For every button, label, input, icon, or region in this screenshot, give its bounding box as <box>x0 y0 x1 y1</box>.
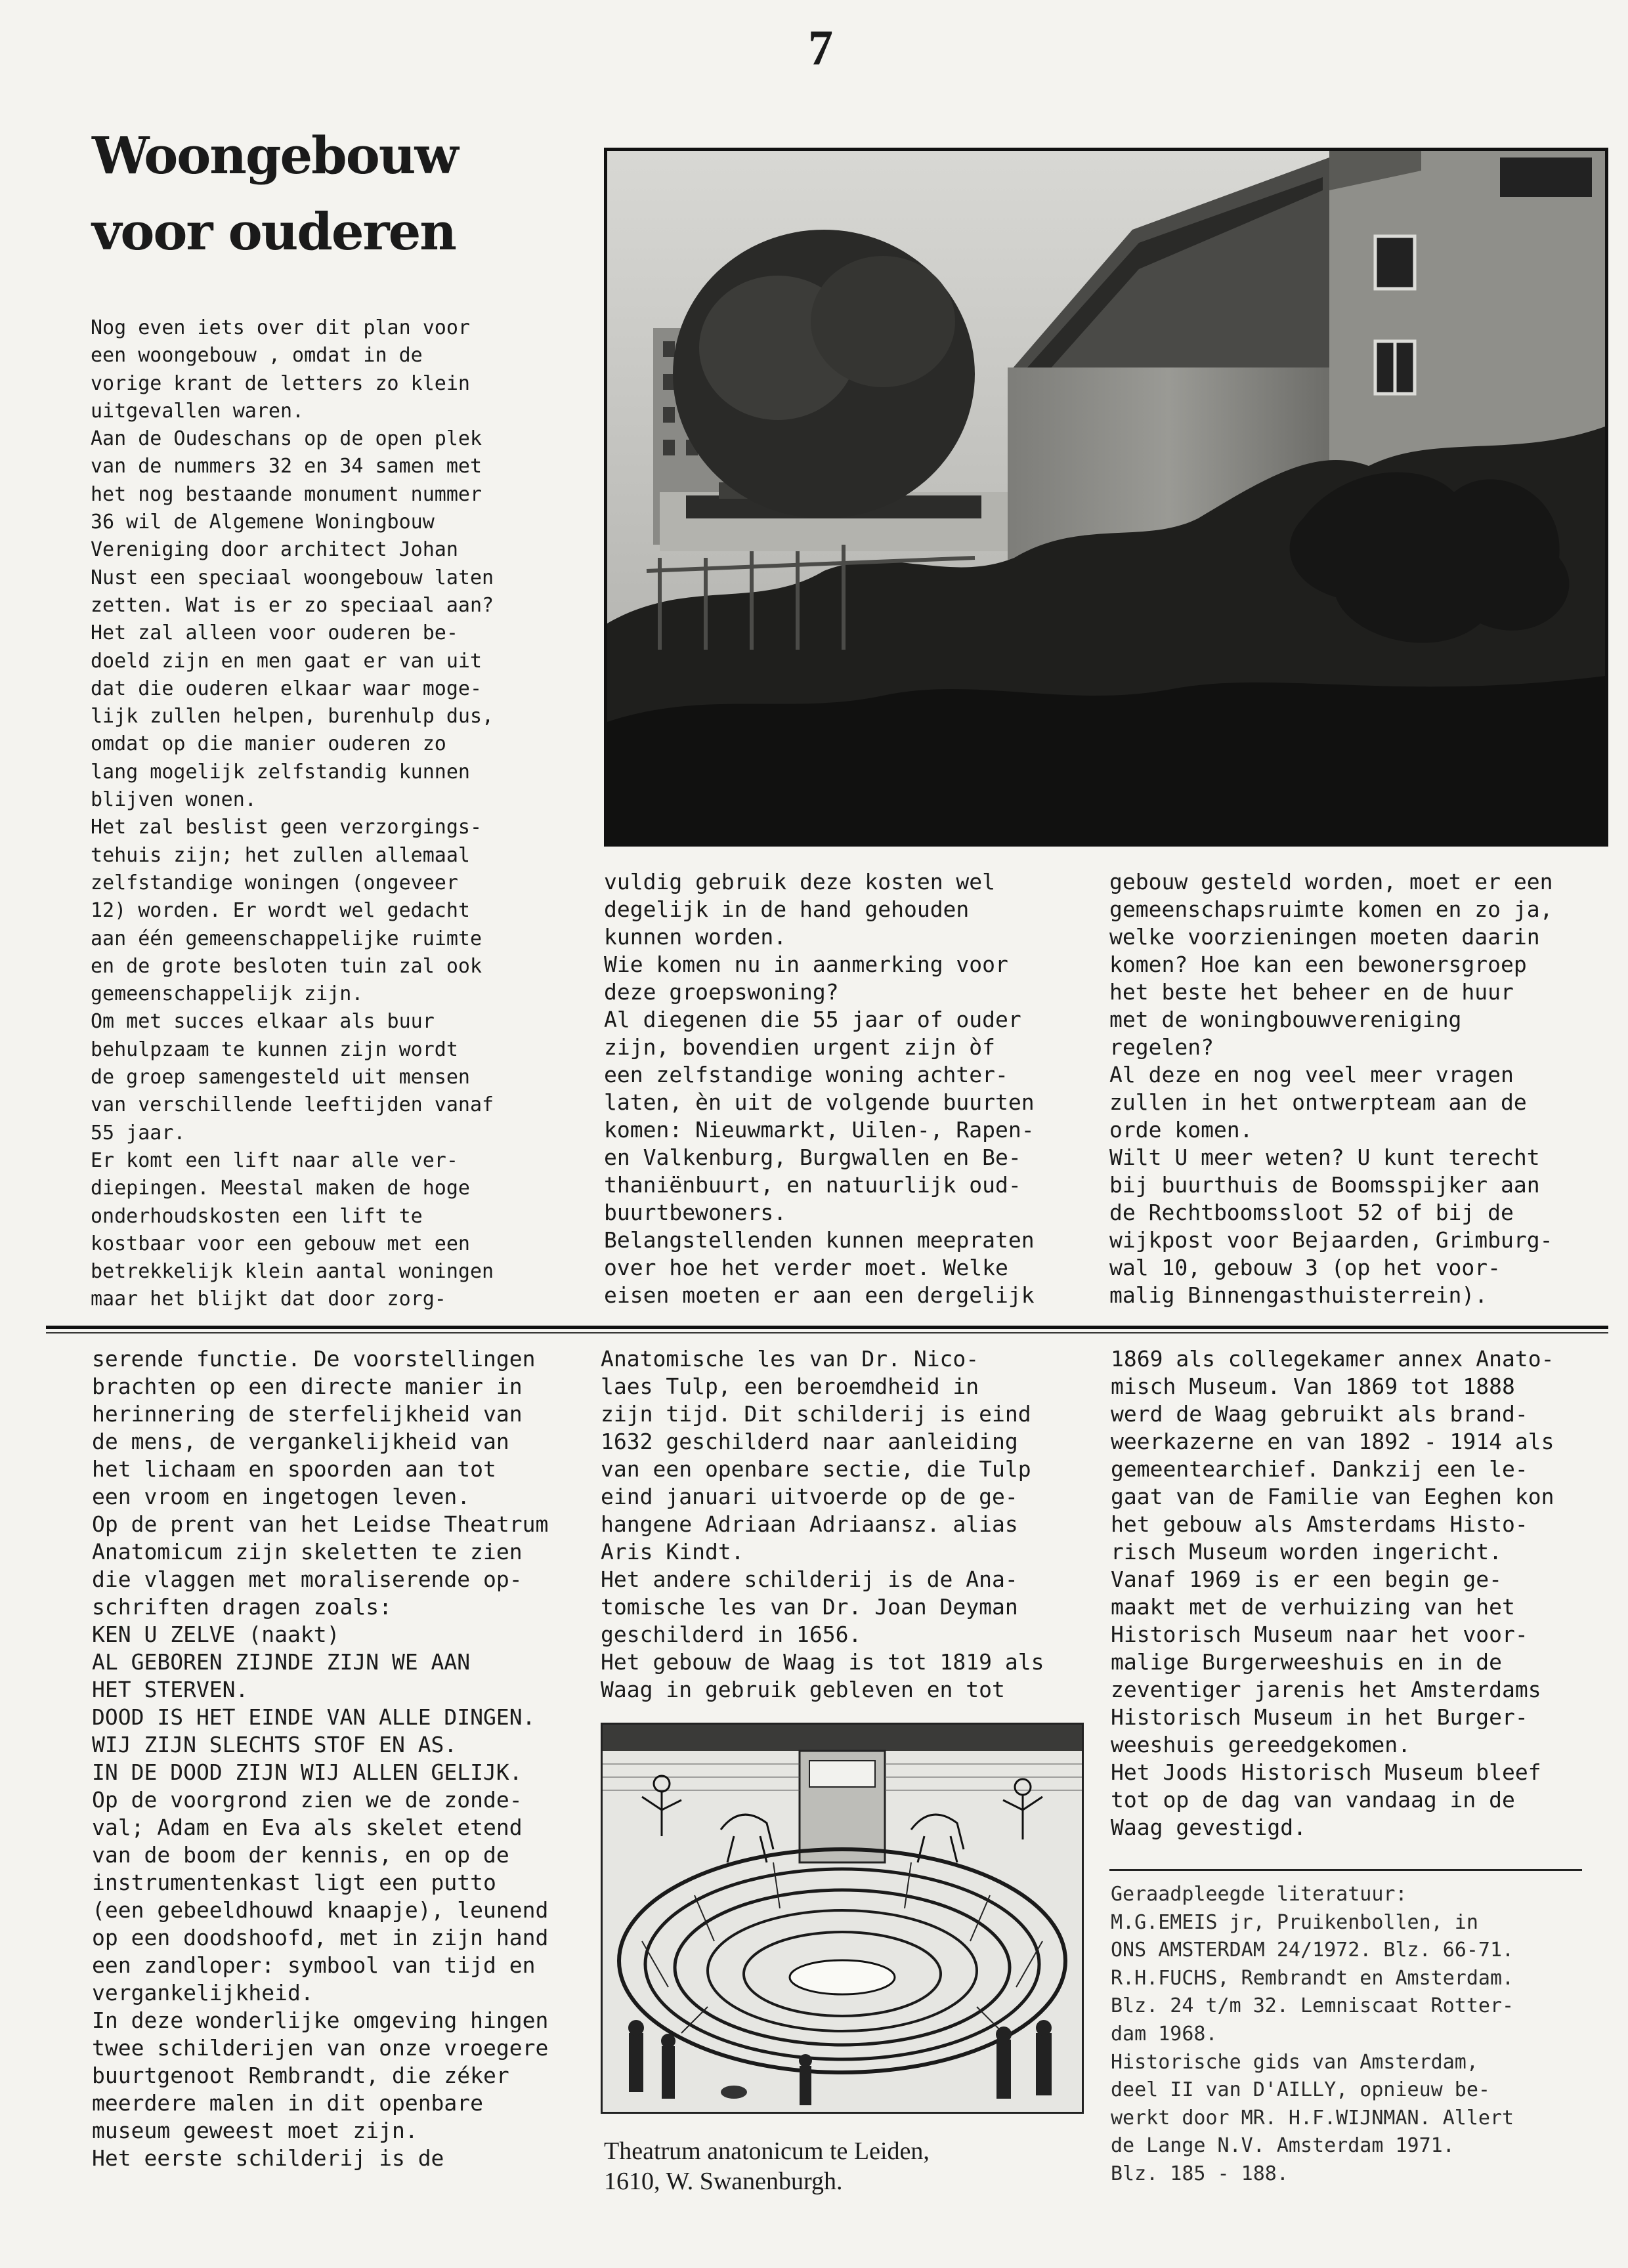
title-line-1: Woongebouw <box>92 126 458 186</box>
article-bottom-col-1: serende functie. De voorstellingen brachten op een directe manier in herinnering de sterfelijkheid van de mens, de vergankelijkheid van het lichaam en spoorden aan tot een vroom en ingetogen leven. Op de prent van het Leidse Theatrum Anatomicum zijn skeletten te zien die vlaggen met moraliserende op- schriften dragen zoals: KEN U ZELVE (naakt) AL GEBOREN ZIJNDE ZIJN WE AAN HET STERVEN. DOOD IS HET EINDE VAN ALLE DINGEN. WIJ ZIJN SLECHTS STOF EN AS. IN DE DOOD ZIJN WIJ ALLEN GELIJK. Op de voorgrond zien we de zonde- val; Adam en Eva als skelet etend van de boom der kennis, en op de instrumentenkast ligt een putto (een gebeeldhouwd knaapje), leunend op een doodshoofd, met in zijn hand een zandloper: symbool van tijd en vergankelijkheid. In deze wonderlijke omgeving hingen twee schilderijen van onze vroegere buurtgenoot Rembrandt, die zéker meerdere malen in dit openbare museum geweest moet zijn. Het eerste schilderij is de <box>92 1346 549 2171</box>
article-top-col-1: Nog even iets over dit plan voor een woongebouw , omdat in de vorige krant de letters zo klein uitgevallen waren. Aan de Oudeschans op de open plek van de nummers 32 en 34 samen met het nog bestaande monument nummer 36 wil de Algemene Woningbouw Vereniging door architect Johan Nust een speciaal woongebouw laten zetten. Wat is er zo speciaal aan? Het zal alleen voor ouderen be- doeld zijn en men gaat er van uit dat die ouderen elkaar waar moge- lijk zullen helpen, burenhulp dus, omdat op die manier ouderen zo lang mogelijk zelfstandig kunnen blijven wonen. Het zal beslist geen verzorgings- tehuis zijn; het zullen allemaal zelfstandige woningen (ongeveer 12) worden. Er wordt wel gedacht aan één gemeenschappelijke ruimte en de grote besloten tuin zal ook gemeenschappelijk zijn. Om met succes elkaar als buur behulpzaam te kunnen zijn wordt de groep samengesteld uit mensen van verschillende leeftijden vanaf 55 jaar. Er komt een lift naar alle ver- diepingen. Meestal maken de hoge onderhoudskosten een lift te kostbaar voor een gebouw met een betrekkelijk klein aantal woningen maar het blijkt dat door zorg- <box>91 316 494 1311</box>
article-top-col-2: vuldig gebruik deze kosten wel degelijk in de hand gehouden kunnen worden. Wie komen nu in aanmerking voor deze groepswoning? Al diegenen die 55 jaar of ouder zijn, bovendien urgent zijn òf een zelfstandige woning achter- laten, èn uit de volgende buurten komen: Nieuwmarkt, Uilen-, Rapen- en Valkenburg, Burgwallen en Be- thaniënbuurt, en natuurlijk oud- buurtbewoners. Belangstellenden kunnen meepraten over hoe het verder moet. Welke eisen moeten er aan een dergelijk <box>604 869 1035 1308</box>
article-top-col-3: gebouw gesteld worden, moet er een gemeenschapsruimte komen en zo ja, welke voorzieningen moeten daarin komen? Hoe kan een bewonersgroep het beste het beheer en de huur met de woningbouwvereniging regelen? Al deze en nog veel meer vragen zullen in het ontwerpteam aan de orde komen. Wilt U meer weten? U kunt terecht bij buurthuis de Boomsspijker aan de Rechtboomssloot 52 of bij de wijkpost voor Bejaarden, Grimburg- wal 10, gebouw 3 (op het voor- malig Binnengasthuisterrein). <box>1109 869 1553 1308</box>
section-divider-thin <box>46 1332 1608 1334</box>
oudeschans-photo <box>604 148 1608 847</box>
title-line-2: voor ouderen <box>92 202 456 262</box>
article-bottom-col-2: Anatomische les van Dr. Nico- laes Tulp, een beroemdheid in zijn tijd. Dit schilderij is eind 1632 geschilderd naar aanleiding van een openbare sectie, die Tulp eind januari uitvoerde op de ge- hangene Adriaan Adriaansz. alias Aris Kindt. Het andere schilderij is de Ana- tomische les van Dr. Joan Deyman geschilderd in 1656. Het gebouw de Waag is tot 1819 als Waag in gebruik gebleven en tot <box>601 1346 1044 1702</box>
engraving-caption: Theatrum anatonicum te Leiden, 1610, W. Swanenburgh. <box>604 2137 930 2195</box>
article-title <box>92 118 591 270</box>
article-bottom-col-3: 1869 als collegekamer annex Anato- misch Museum. Van 1869 tot 1888 werd de Waag gebruikt als brand- weerkazerne en van 1892 - 1914 als gemeentearchief. Dankzij een le- gaat van de Familie van Eeghen kon het gebouw als Amsterdams Histo- risch Museum worden ingericht. Vanaf 1969 is er een begin ge- maakt met de verhuizing van het Historisch Museum naar het voor- malige Burgerweeshuis en in de zeventiger jarenis het Amsterdams Historisch Museum in het Burger- weeshuis gereedgekomen. Het Joods Historisch Museum bleef tot op de dag van vandaag in de Waag gevestigd. <box>1111 1346 1554 1840</box>
section-divider <box>46 1326 1608 1329</box>
page-number: 7 <box>808 20 833 75</box>
literature-divider <box>1109 1869 1582 1871</box>
literature-references: Geraadpleegde literatuur: M.G.EMEIS jr, Pruikenbollen, in ONS AMSTERDAM 24/1972. Blz. 66-71. R.H.FUCHS, Rembrandt en Amsterdam. Blz. 24 t/m 32. Lemniscaat Rotter- dam 1968. Historische gids van Amsterdam, deel II van D'AILLY, opnieuw be- werkt door MR. H.F.WIJNMAN. Allert de Lange N.V. Amsterdam 1971. Blz. 185 - 188. <box>1111 1883 1514 2185</box>
theatrum-anatomicum-engraving <box>601 1723 1084 2114</box>
